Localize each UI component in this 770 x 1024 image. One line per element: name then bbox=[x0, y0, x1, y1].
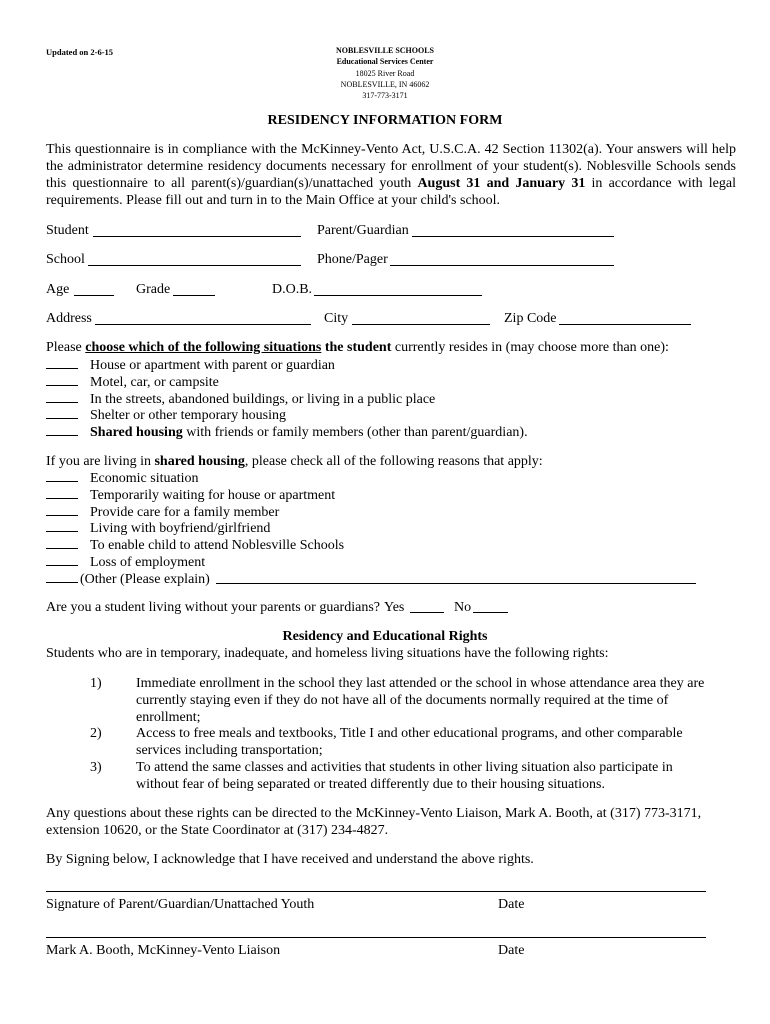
student-input[interactable] bbox=[93, 236, 301, 237]
dob-input[interactable] bbox=[314, 295, 482, 296]
address-label: Address bbox=[46, 311, 92, 326]
signature-line-2[interactable] bbox=[46, 937, 706, 938]
shared-option[interactable]: Living with boyfriend/girlfriend bbox=[46, 519, 270, 537]
shared-option[interactable]: To enable child to attend Noblesville Schools bbox=[46, 536, 344, 554]
parent-input[interactable] bbox=[412, 236, 614, 237]
grade-label: Grade bbox=[136, 282, 171, 297]
address-input[interactable] bbox=[95, 324, 311, 325]
school-input[interactable] bbox=[88, 265, 301, 266]
phone-label: Phone/Pager bbox=[317, 252, 388, 267]
acknowledge-text: By Signing below, I acknowledge that I have received and understand the above rights. bbox=[46, 852, 534, 867]
city-label: City bbox=[324, 311, 349, 326]
shared-option[interactable]: Temporarily waiting for house or apartment bbox=[46, 486, 335, 504]
org-center: Educational Services Center bbox=[336, 57, 434, 66]
situations-prompt: Please choose which of the following situations the student currently resides in (may choose more than one): bbox=[46, 340, 669, 355]
signature-label-1: Signature of Parent/Guardian/Unattached Youth bbox=[46, 897, 315, 912]
city-input[interactable] bbox=[352, 324, 490, 325]
student-label: Student bbox=[46, 223, 89, 238]
intro-paragraph: This questionnaire is in compliance with the McKinney-Vento Act, U.S.C.A. 42 Section 11302(a). Your answers will help the administrator determine residency documents necessary for enrollment of your student(s). Noblesville Schools sends this questionnaire to all parent(s)/guardian(s)/unattached youth August 31 and January 31 in accordance with legal requirements. Please fill out and turn in to the Main Office at your child's school. bbox=[46, 142, 736, 208]
rights-intro: Students who are in temporary, inadequate, and homeless living situations have the following rights: bbox=[46, 646, 609, 661]
grade-input[interactable] bbox=[173, 295, 215, 296]
signature-label-2: Mark A. Booth, McKinney-Vento Liaison bbox=[46, 943, 281, 958]
situation-option[interactable]: Shelter or other temporary housing bbox=[46, 406, 286, 424]
rights-num: 3) bbox=[90, 760, 102, 775]
situation-option[interactable]: House or apartment with parent or guardian bbox=[46, 356, 335, 374]
form-title: RESIDENCY INFORMATION FORM bbox=[267, 113, 503, 128]
contact-paragraph: Any questions about these rights can be directed to the McKinney-Vento Liaison, Mark A. Booth, at (317) 773-3171, extension 10620, or the State Coordinator at (317) 234-4827. bbox=[46, 806, 702, 838]
phone-input[interactable] bbox=[390, 265, 614, 266]
zip-input[interactable] bbox=[559, 324, 691, 325]
rights-num: 2) bbox=[90, 726, 102, 741]
other-explain-input[interactable] bbox=[216, 583, 696, 584]
updated-date: Updated on 2-6-15 bbox=[46, 47, 114, 57]
situation-option[interactable]: Motel, car, or campsite bbox=[46, 373, 219, 391]
rights-text: Access to free meals and textbooks, Title I and other educational programs, and other comparable services including transportation; bbox=[136, 726, 683, 758]
unaccompanied-question: Are you a student living without your parents or guardians? bbox=[46, 600, 380, 615]
zip-label: Zip Code bbox=[504, 311, 557, 326]
no-input[interactable] bbox=[473, 612, 508, 613]
rights-text: Immediate enrollment in the school they last attended or the school in whose attendance area they are currently staying even if they do not have all of the documents normally required at the time of enrollment; bbox=[136, 676, 705, 725]
signature-line-1[interactable] bbox=[46, 891, 706, 892]
rights-text: To attend the same classes and activities that students in other living situation also participate in without fear of being separated or treated differently due to their housing situations. bbox=[136, 760, 673, 792]
rights-num: 1) bbox=[90, 676, 102, 691]
shared-option[interactable]: Economic situation bbox=[46, 469, 198, 487]
shared-option-other[interactable]: (Other (Please explain) bbox=[46, 570, 210, 588]
date-label-1: Date bbox=[498, 897, 525, 912]
dob-label: D.O.B. bbox=[272, 282, 313, 297]
org-city: NOBLESVILLE, IN 46062 bbox=[340, 80, 430, 89]
parent-label: Parent/Guardian bbox=[317, 223, 409, 238]
date-label-2: Date bbox=[498, 943, 525, 958]
school-label: School bbox=[46, 252, 85, 267]
shared-prompt: If you are living in shared housing, please check all of the following reasons that apply: bbox=[46, 454, 543, 469]
org-name: NOBLESVILLE SCHOOLS bbox=[335, 46, 435, 55]
shared-option[interactable]: Loss of employment bbox=[46, 553, 205, 571]
situation-option[interactable]: In the streets, abandoned buildings, or living in a public place bbox=[46, 390, 435, 408]
shared-option[interactable]: Provide care for a family member bbox=[46, 503, 279, 521]
org-phone: 317-773-3171 bbox=[362, 91, 408, 100]
org-street: 18025 River Road bbox=[355, 69, 415, 78]
no-label: No bbox=[454, 600, 472, 615]
situation-option[interactable]: Shared housing with friends or family members (other than parent/guardian). bbox=[46, 423, 528, 441]
rights-heading: Residency and Educational Rights bbox=[282, 629, 488, 644]
yes-input[interactable] bbox=[410, 612, 444, 613]
age-input[interactable] bbox=[74, 295, 114, 296]
age-label: Age bbox=[46, 282, 70, 297]
yes-label: Yes bbox=[384, 600, 405, 615]
